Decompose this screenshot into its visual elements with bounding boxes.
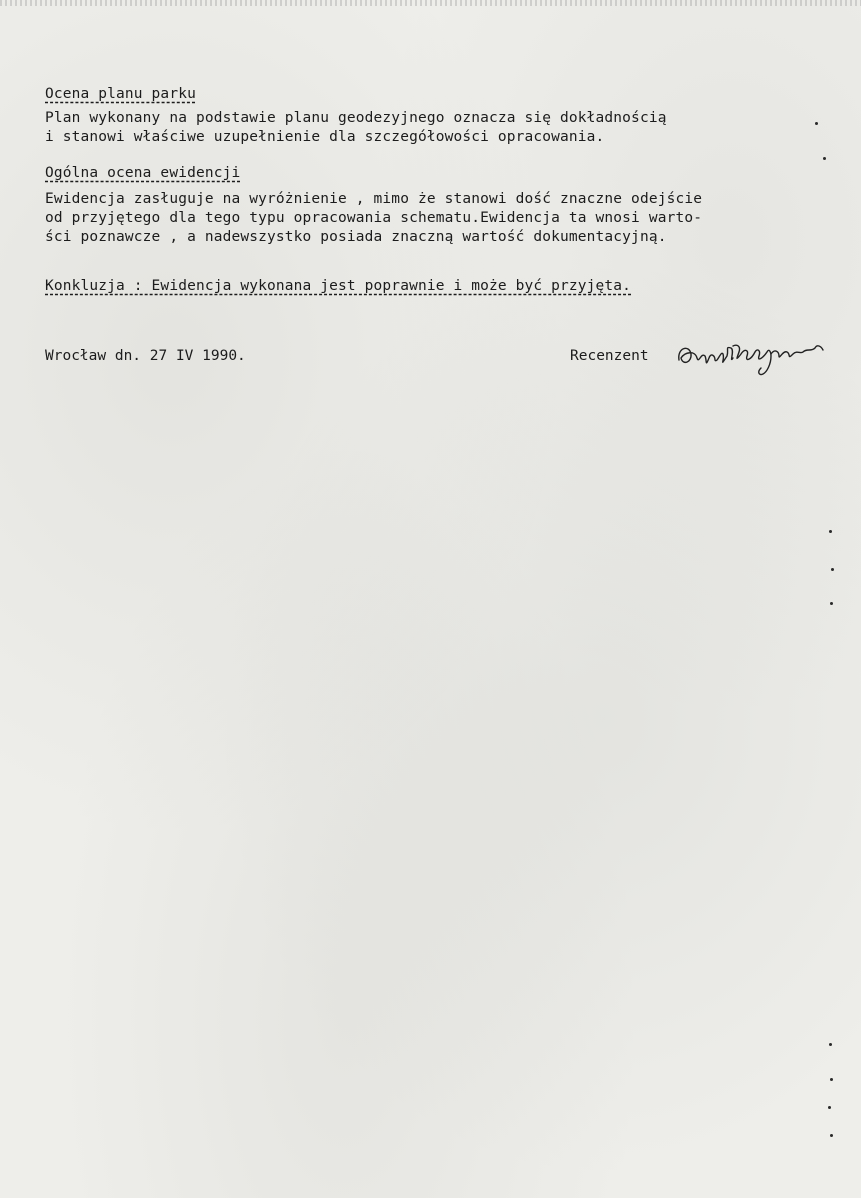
speck-mark — [830, 602, 833, 605]
park-plan-line-1: Plan wykonany na podstawie planu geodezyjnego oznacza się dokładnością — [45, 110, 667, 126]
speck-mark — [831, 568, 834, 571]
place-and-date: Wrocław dn. 27 IV 1990. — [45, 348, 246, 364]
speck-mark — [830, 1134, 833, 1137]
general-line-2: od przyjętego dla tego typu opracowania schematu.Ewidencja ta wnosi warto- — [45, 210, 703, 226]
general-line-3: ści poznawcze , a nadewszystko posiada znaczną wartość dokumentacyjną. — [45, 229, 667, 245]
speck-mark — [829, 530, 832, 533]
general-line-1: Ewidencja zasługuje na wyróżnienie , mimo że stanowi dość znaczne odejście — [45, 191, 703, 207]
speck-mark — [828, 1106, 831, 1109]
heading-general-assessment: Ogólna ocena ewidencji — [45, 165, 241, 181]
handwritten-signature — [675, 338, 845, 378]
conclusion-text: Konkluzja : Ewidencja wykonana jest poprawnie i może być przyjęta. — [45, 278, 632, 294]
speck-mark — [815, 122, 818, 125]
heading-park-plan: Ocena planu parku — [45, 86, 196, 102]
speck-mark — [830, 1078, 833, 1081]
speck-mark — [823, 157, 826, 160]
park-plan-line-2: i stanowi właściwe uzupełnienie dla szczegółowości opracowania. — [45, 129, 605, 145]
reviewer-label: Recenzent — [570, 348, 649, 364]
page-top-edge — [0, 0, 861, 6]
speck-mark — [829, 1043, 832, 1046]
